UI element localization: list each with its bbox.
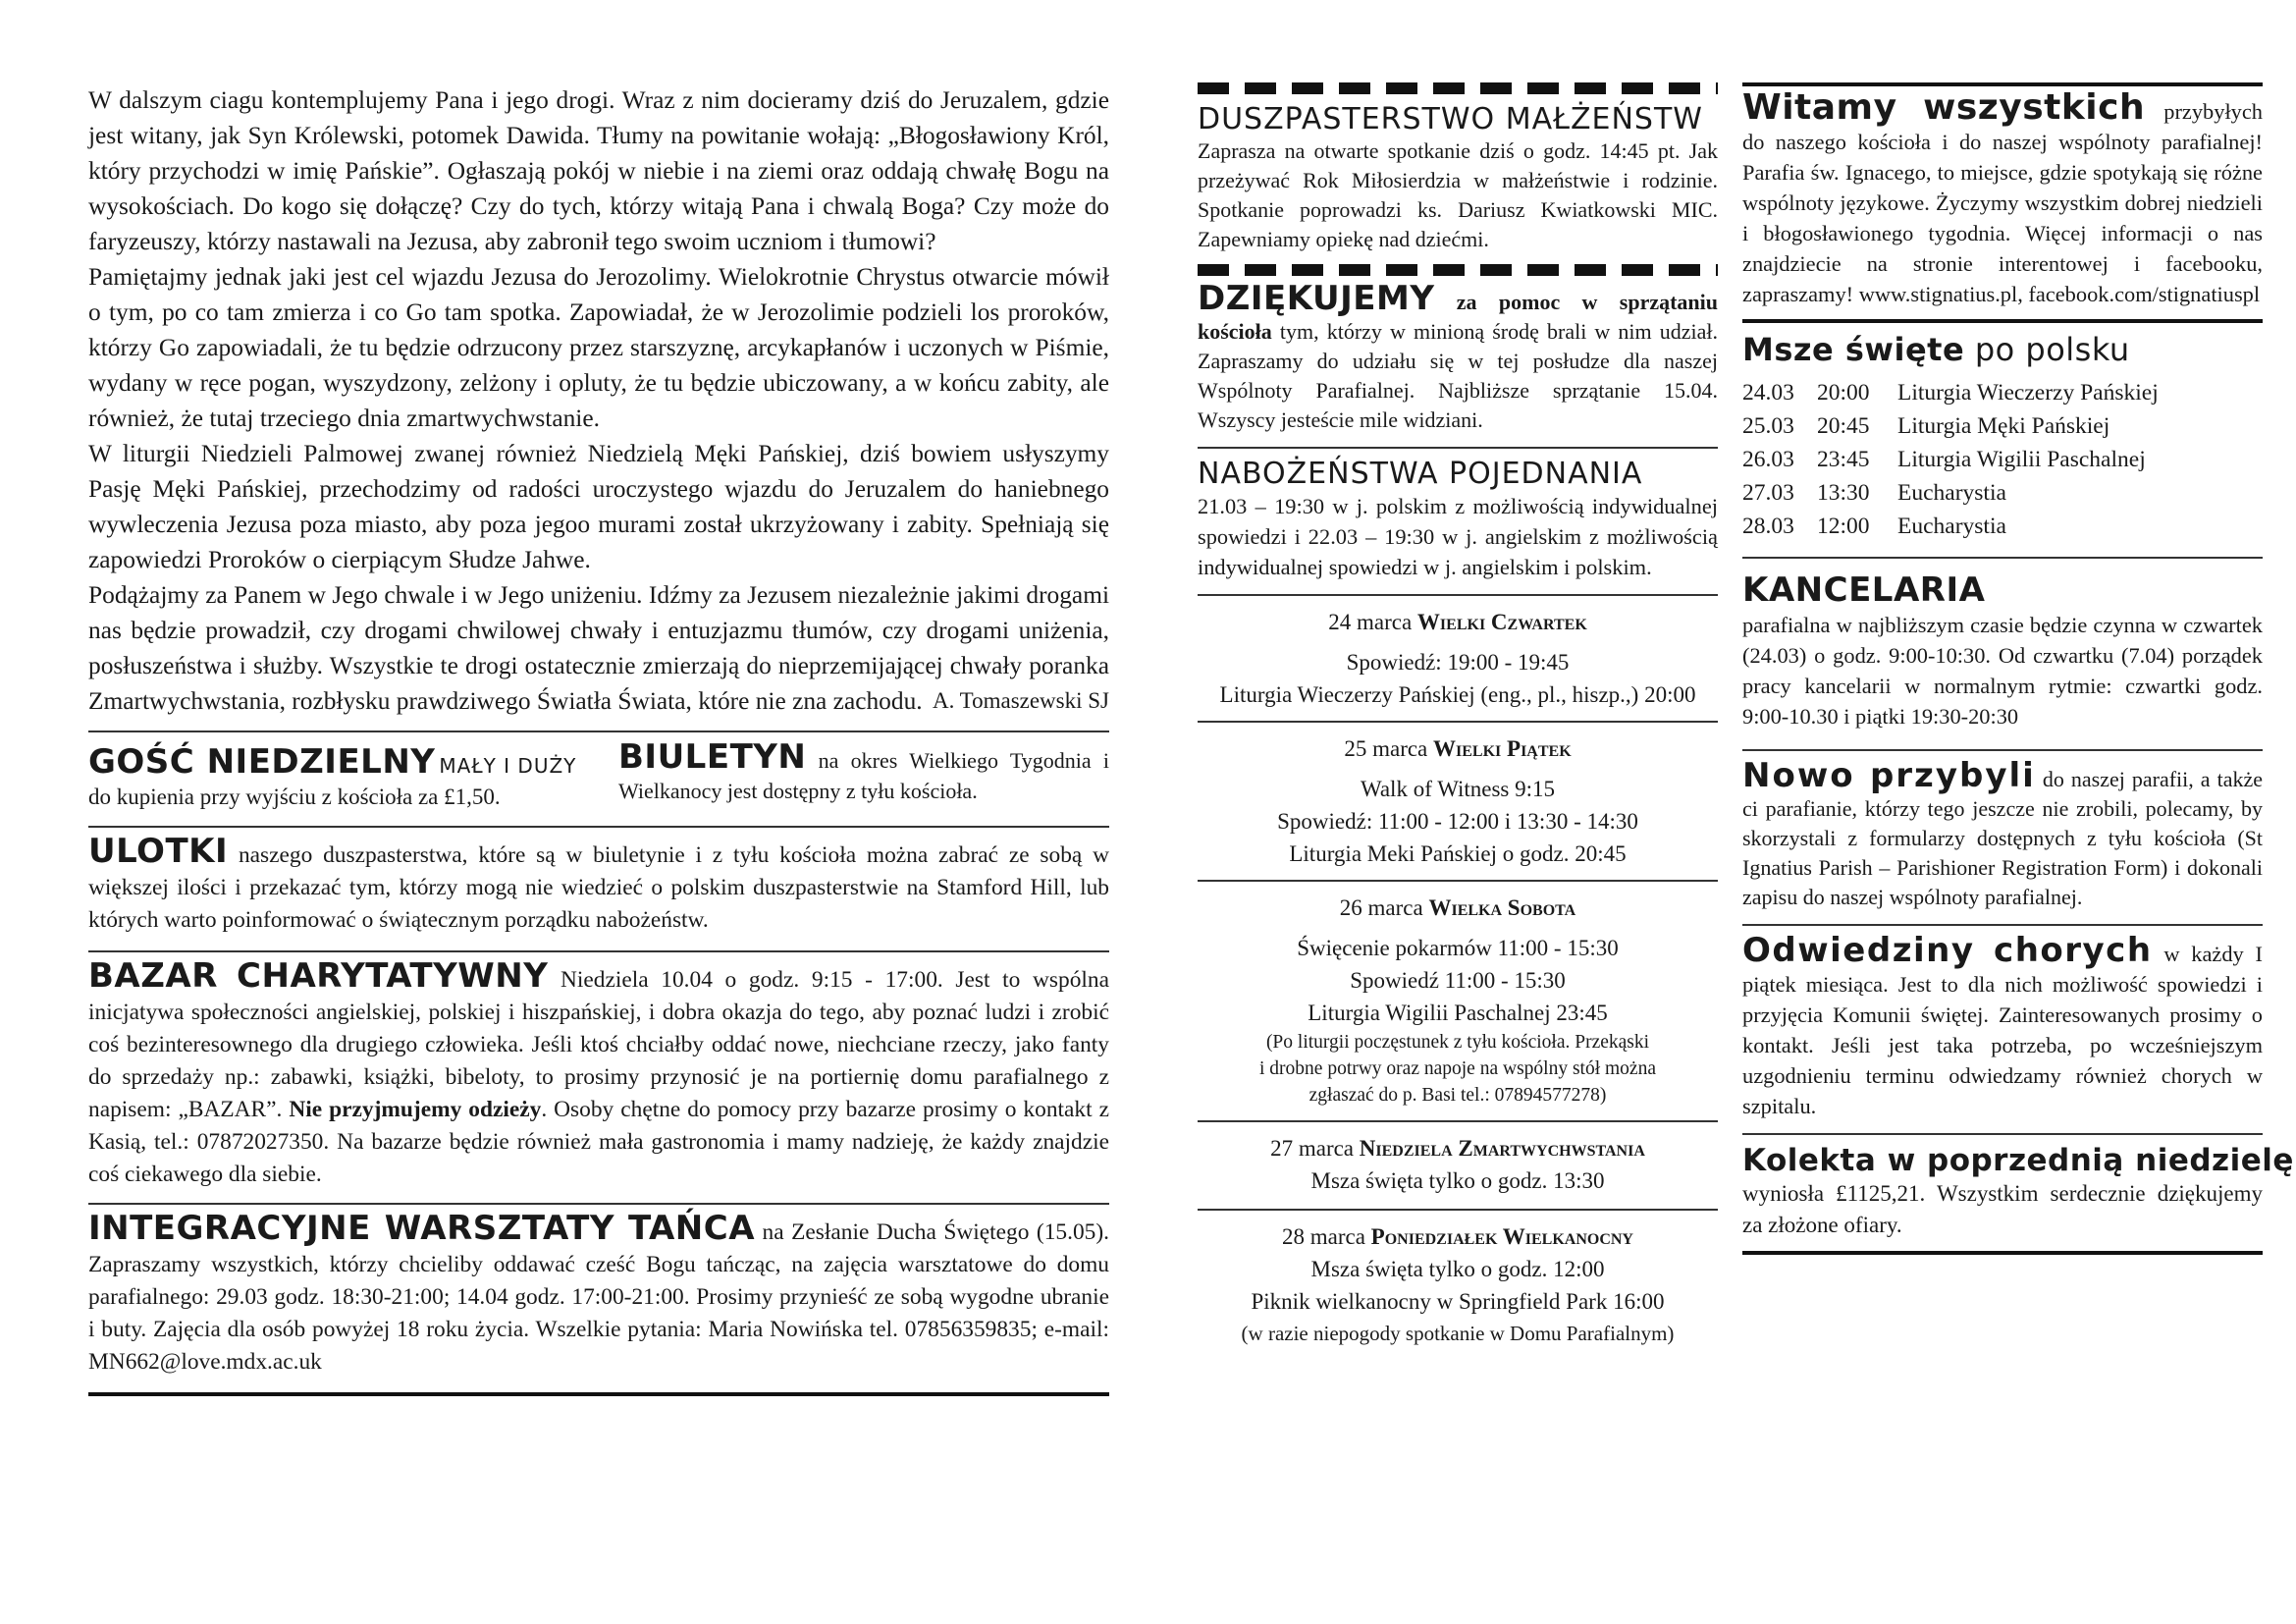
column-bottom-rule — [88, 1392, 1109, 1396]
kolekta-title: Kolekta w poprzednią niedzielę — [1742, 1143, 2294, 1178]
schedule-line: Spowiedź 11:00 - 15:30 — [1350, 968, 1566, 993]
schedule-day-name: Wielki Czwartek — [1416, 610, 1587, 634]
divider — [1742, 1133, 2263, 1135]
taniec-notice — [88, 1209, 1109, 1379]
divider — [88, 826, 1109, 828]
kolekta-notice — [1742, 1143, 2294, 1241]
msze-row: 28.03 12:00 Eucharystia — [1742, 514, 2006, 539]
schedule-line: Msza święta tylko o godz. 12:00 — [1310, 1257, 1605, 1281]
gosc-biuletyn-row — [88, 737, 1110, 812]
divider — [88, 731, 1109, 732]
schedule-day-name: Niedziela Zmartwychwstania — [1359, 1136, 1645, 1161]
schedule-day-name: Wielki Piątek — [1433, 736, 1572, 761]
schedule-line: Msza święta tylko o godz. 13:30 — [1310, 1168, 1605, 1193]
nowo-przybyli-notice — [1742, 756, 2263, 912]
divider — [1742, 557, 2263, 559]
meditation-paragraph-3: W liturgii Niedzieli Palmowej zwanej również Niedzielą Męki Pańskiej, dziś bowiem usłyszymy Pasję Męki Pańskiej, przechodzimy od radości uroczystego wjazdu do Jeruzalem do haniebnego wywleczenia Jezusa poza miasto, aby poza jegoo murami został ukrzyżowany i zabity. Spełniają się zapowiedzi Proroków o cierpiącym Słudze Jahwe. — [88, 440, 1109, 573]
biuletyn-title: BIULETYN — [618, 737, 807, 777]
divider — [1742, 749, 2263, 751]
msze-section — [1742, 331, 2263, 543]
holy-week-schedule — [1198, 596, 1718, 1350]
schedule-note: (Po liturgii poczęstunek z tyłu kościoła. Przekąski i drobne potrwy oraz napoje na wspólny stół można zgłaszać do p. Basi tel.: 07894577278) — [1259, 1032, 1656, 1106]
schedule-day-name: Wielka Sobota — [1428, 895, 1576, 920]
bazar-text-2: . Osoby chętne do pomocy przy bazarze prosimy o kontakt z Kasią, tel.: 07872027350. Na bazarze będzie również mała gastronomia i mamy nadzieję, że każdy znajdzie coś ciekawego dla siebie. — [88, 1097, 1109, 1187]
msze-row: 24.03 20:00 Liturgia Wieczerzy Pańskiej — [1742, 380, 2159, 406]
schedule-line: Liturgia Meki Pańskiej o godz. 20:45 — [1289, 841, 1627, 866]
article-author: A. Tomaszewski SJ — [932, 688, 1109, 713]
schedule-day — [1198, 882, 1718, 1109]
column-bottom-rule — [1742, 1251, 2263, 1255]
pojednanie-text: 21.03 – 19:30 w j. polskim z możliwością indywidualnej spowiedzi i 22.03 – 19:30 w j. angielskim z możliwością indywidualnej spowiedzi w j. angielskim i polskim. — [1198, 494, 1718, 579]
chorzy-notice — [1742, 931, 2263, 1121]
schedule-date: 27 marca — [1270, 1136, 1355, 1161]
schedule-date: 25 marca — [1344, 736, 1428, 761]
left-column — [88, 82, 1109, 1396]
meditation-paragraph-1: W dalszym ciagu kontemplujemy Pana i jego drogi. Wraz z nim docieramy dziś do Jeruzalem, gdzie jest witany, jak Syn Królewski, potomek Dawida. Tłumy na powitanie wołają: „Błogosławiony Król, który przychodzi w imię Pańskie”. Ogłaszają pokój w niebie i na ziemi oraz oddają chwałę Bogu na wysokościach. Do kogo się dołączę? Czy do tych, którzy witają Pana i chwalą Boga? Czy może do faryzeuszy, którzy nastawali na Jezusa, aby zabronił tego swoim uczniom i tłumowi? — [88, 86, 1109, 255]
meditation-article — [88, 82, 1109, 719]
kancelaria-text: parafialna w najbliższym czasie będzie czynna w czwartek (24.03) o godz. 9:00-10:30. Od czwartku (7.04) porządek pracy kancelarii w normalnym rytmie: czwartki godz. 9:00-10.30 i piątki 19:30-20:30 — [1742, 613, 2263, 729]
msze-row: 27.03 13:30 Eucharystia — [1742, 480, 2006, 506]
schedule-line: Piknik wielkanocny w Springfield Park 16:00 — [1251, 1289, 1665, 1314]
schedule-day — [1198, 596, 1718, 711]
nowo-text: do naszej parafii, a także ci parafianie, którzy tego jeszcze nie zrobili, polecamy, by skorzystali z formularzy dostępnych z tyłu kościoła (St Ignatius Parish – Parishioner Registration Form) i dokonali zapisu do naszej wspólnoty parafialnej. — [1742, 767, 2263, 909]
gosc-niedzielny-notice — [88, 742, 584, 812]
dashed-divider — [1198, 264, 1718, 276]
right-column — [1742, 82, 2294, 1255]
bazar-notice — [88, 956, 1109, 1191]
bazar-text-1: Niedziela 10.04 o godz. 9:15 - 17:00. Jest to wspólna inicjatywa społeczności angielskiej, polskiej i hiszpańskiej, i dobra okazja do tego, aby poznać ludzi i zrobić coś bezinteresownego dla drugiego człowieka. Jeśli ktoś chciałby oddać nowe, niechciane rzeczy, jako fanty do sprzedaży np.: zabawki, książki, bibeloty, to prosimy przynosić je na portiernię domu parafialnego z napisem: „BAZAR”. — [88, 967, 1109, 1122]
schedule-line: Liturgia Wigilii Paschalnej 23:45 — [1308, 1001, 1608, 1025]
msze-title: Msze święte po polsku — [1742, 331, 2130, 368]
dziekujemy-notice — [1198, 279, 1719, 435]
schedule-line: Święcenie pokarmów 11:00 - 15:30 — [1297, 936, 1619, 960]
witamy-title: Witamy wszystkich — [1742, 87, 2146, 128]
column-top-rule — [1742, 82, 2263, 86]
gosc-text: do kupienia przy wyjściu z kościoła za £1,50. — [88, 785, 501, 809]
divider — [88, 1203, 1109, 1205]
nowo-title: Nowo przybyli — [1742, 756, 2036, 795]
chorzy-text: w każdy I piątek miesiąca. Jest to dla nich możliwość spowiedzi i przyjęcia Komunii świętej. Zainteresowanych prosimy o kontakt. Jeśli jest taka potrzeba, po wcześniejszym uzgodnieniu terminu odwiedzamy również chorych w szpitalu. — [1742, 942, 2263, 1118]
schedule-day — [1198, 1211, 1718, 1350]
witamy-notice — [1742, 87, 2263, 309]
malzenstwa-text: Zaprasza na otwarte spotkanie dziś o godz. 14:45 pt. Jak przeżywać Rok Miłosierdzia w małżeństwie i rodzinie. Spotkanie poprowadzi ks. Dariusz Kwiatkowski MIC. Zapewniamy opiekę nad dziećmi. — [1198, 138, 1718, 251]
schedule-date: 24 marca — [1328, 610, 1413, 634]
dziekujemy-bold-text: za pomoc w sprzątaniu kościoła — [1198, 290, 1719, 344]
gosc-title: GOŚĆ NIEDZIELNY — [88, 742, 436, 782]
ulotki-title: ULOTKI — [88, 832, 229, 871]
schedule-day — [1198, 1122, 1718, 1197]
gosc-subtitle: MAŁY I DUŻY — [439, 754, 577, 778]
schedule-line: Liturgia Wieczerzy Pańskiej (eng., pl., hiszp.,) 20:00 — [1219, 682, 1696, 707]
meditation-paragraph-2: Pamiętajmy jednak jaki jest cel wjazdu Jezusa do Jerozolimy. Wielokrotnie Chrystus otwarcie mówił o tym, po co tam zmierza i co Go tam spotka. Zapowiadał, że w Jerozolimie podzieli los proroków, którzy Go zapowiadali, że tu będzie odrzucony przez starszyznę, arcykapłanów i uczonych w Piśmie, wydany w ręce pogan, wyszydzony, zelżony i opluty, że tu będzie ubiczowany, a w końcu zabity, ale również, że tutaj trzeciego dnia zmartwychwstanie. — [88, 263, 1109, 432]
dziekujemy-text: tym, którzy w minioną środę brali w nim udział. Zapraszamy do udziału się w tej posłudze dla naszej Wspólnoty Parafialnej. Najbliższe sprzątanie 15.04. Wszyscy jesteście mile widziani. — [1198, 319, 1718, 432]
dziekujemy-title: DZIĘKUJEMY — [1198, 279, 1435, 318]
malzenstwa-notice — [1198, 102, 1718, 254]
divider — [88, 950, 1109, 952]
msze-row: 25.03 20:45 Liturgia Męki Pańskiej — [1742, 413, 2110, 439]
chorzy-title: Odwiedziny chorych — [1742, 931, 2153, 970]
dashed-divider — [1198, 82, 1718, 94]
witamy-text: przybyłych do naszego kościoła i do naszej wspólnoty parafialnej! Parafia św. Ignacego, to miejsce, gdzie spotykają się różne wspólnoty językowe. Życzymy wszystkim dobrej niedzieli i błogosławionego tygodnia. Więcej informacji o nas znajdziecie na stronie interentowej i facebooku, zapraszamy! www.stignatius.pl, facebook.com/stignatiuspl — [1742, 99, 2263, 306]
schedule-line: (w razie niepogody spotkanie w Domu Parafialnym) — [1241, 1322, 1675, 1345]
bazar-title: BAZAR CHARYTATYWNY — [88, 956, 549, 996]
biuletyn-text: na okres Wielkiego Tygodnia i Wielkanocy jest dostępny z tyłu kościoła. — [618, 748, 1110, 803]
kancelaria-notice — [1742, 570, 2263, 731]
schedule-line: Spowiedź: 11:00 - 12:00 i 13:30 - 14:30 — [1277, 809, 1638, 834]
ulotki-notice — [88, 832, 1109, 937]
divider — [1742, 319, 2263, 323]
biuletyn-notice — [618, 737, 1110, 812]
schedule-date: 28 marca — [1281, 1224, 1365, 1249]
schedule-day — [1198, 723, 1718, 870]
meditation-paragraph-4: Podążajmy za Panem w Jego chwale i w Jego uniżeniu. Idźmy za Jezusem niezależnie jakimi drogami nas będzie prowadził, czy drogami chwilowej chwały i entuzjazmu tłumów, czy drogami uniżenia, posłuszeństwa i służby. Wszystkie te drogi ostatecznie zmierzają do nieprzemijającej chwały poranka Zmartwychwstania, rozbłysku prawdziwego Światła Świata, które nie zna zachodu. A. Tomaszewski SJ — [88, 577, 1109, 719]
pojednanie-notice — [1198, 457, 1718, 582]
divider — [1198, 447, 1718, 449]
schedule-line: Walk of Witness 9:15 — [1360, 777, 1556, 801]
msze-table — [1742, 376, 2263, 543]
kolekta-text: wyniosła £1125,21. Wszystkim serdecznie dziękujemy za złożone ofiary. — [1742, 1181, 2263, 1237]
bazar-bold-text: Nie przyjmujemy odzieży — [289, 1097, 542, 1122]
pojednanie-title: NABOŻEŃSTWA POJEDNANIA — [1198, 457, 1643, 491]
kancelaria-title: KANCELARIA — [1742, 570, 1986, 610]
middle-column — [1198, 82, 1718, 1350]
schedule-day-name: Poniedziałek Wielkanocny — [1370, 1224, 1633, 1249]
schedule-line: Spowiedź: 19:00 - 19:45 — [1346, 650, 1570, 675]
msze-row: 26.03 23:45 Liturgia Wigilii Paschalnej — [1742, 447, 2146, 472]
divider — [1742, 924, 2263, 926]
taniec-title: INTEGRACYJNE WARSZTATY TAŃCA — [88, 1209, 756, 1248]
ulotki-text: naszego duszpasterstwa, które są w biuletynie i z tyłu kościoła można zabrać ze sobą w większej ilości i przekazać tym, którzy mogą nie wiedzieć o polskim duszpasterstwie na Stamford Hill, lub których warto poinformować o świątecznym porządku nabożeństw. — [88, 842, 1109, 933]
taniec-text: na Zesłanie Ducha Świętego (15.05). Zapraszamy wszystkich, którzy chcieliby oddawać cześć Bogu tańcząc, na zajęcia warsztatowe do domu parafialnego: 29.03 godz. 18:30-21:00; 14.04 godz. 17:00-21:00. Prosimy przynieść ze sobą wygodne ubranie i buty. Zajęcia dla osób powyżej 18 roku życia. Wszelkie pytania: Maria Nowińska tel. 07856359835; e-mail: MN662@love.mdx.ac.uk — [88, 1219, 1109, 1375]
schedule-date: 26 marca — [1339, 895, 1423, 920]
malzenstwa-title: DUSZPASTERSTWO MAŁŻEŃSTW — [1198, 102, 1703, 136]
